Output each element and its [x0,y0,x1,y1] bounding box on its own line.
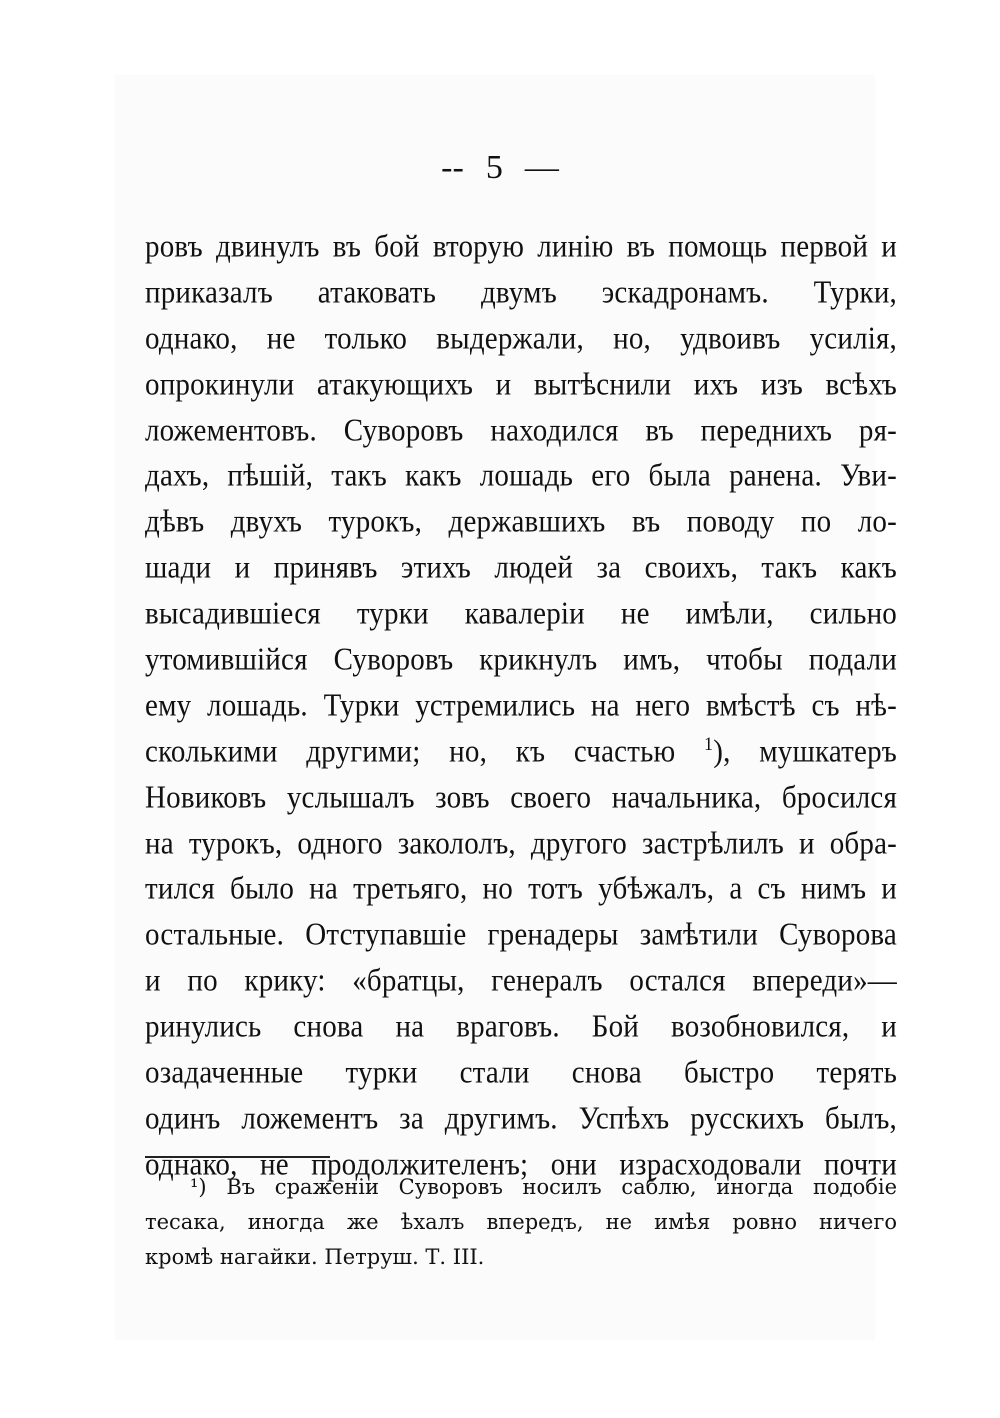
text-line: дѣвъ двухъ турокъ, державшихъ въ поводу по ло- [145,504,897,540]
page-number: 5 [485,149,503,186]
text-line: озадаченные турки стали снова быстро терять [145,1055,897,1091]
text-line-start: сколькими другими; но, къ счастью [145,734,676,770]
text-line-end: ), мушкатеръ [713,734,897,770]
text-line: дахъ, пѣшій, такъ какъ лошадь его была ранена. Уви- [145,459,897,494]
footnote-line-text: Въ сраженіи Суворовъ носилъ саблю, иногда подобіе [226,1175,897,1199]
footnote-marker: ¹) [190,1175,207,1199]
text-line: Новиковъ услышалъ зовъ своего начальника, бросился [145,780,897,815]
text-line: на турокъ, одного закололъ, другого застрѣлилъ и обра- [145,826,897,861]
text-line: одинъ ложементъ за другимъ. Успѣхъ русскихъ былъ, [145,1101,897,1137]
text-line: утомившійся Суворовъ крикнулъ имъ, чтобы подали [145,642,897,678]
footnote-line: кромѣ нагайки. Петруш. Т. III. [145,1245,485,1269]
text-line: и по крику: «братцы, генералъ остался впереди»— [145,963,897,999]
left-dash: -- [441,149,464,186]
text-line: тился было на третьяго, но тотъ убѣжалъ, а съ нимъ и [145,872,897,907]
right-dash: — [524,149,559,186]
text-line: ровъ двинулъ въ бой вторую линію въ помощь первой и [145,229,897,265]
text-line: опрокинули атакующихъ и вытѣснили ихъ изъ всѣхъ [145,367,897,402]
text-line: остальные. Отступавшіе гренадеры замѣтили Суворова [145,918,897,953]
text-line: шади и принявъ этихъ людей за своихъ, такъ какъ [145,550,897,586]
footnote-divider [145,1156,330,1158]
text-line: приказалъ атаковать двумъ эскадронамъ. Турки, [145,275,897,311]
footnote-reference[interactable]: 1 [704,732,714,755]
footnote-line [145,1170,897,1205]
text-line: высадившіеся турки кавалеріи не имѣли, сильно [145,596,897,632]
footnote-line: тесака, иногда же ѣхалъ впередъ, не имѣя ровно ничего [145,1210,897,1234]
text-line: однако, не продолжителенъ; они израсходовали почти [145,1147,897,1183]
body-text [145,225,897,1189]
text-line: ринулись снова на враговъ. Бой возобновился, и [145,1009,897,1045]
page-number-header [0,148,1000,188]
text-line: ложементовъ. Суворовъ находился въ переднихъ ря- [145,413,897,448]
text-line: однако, не только выдержали, но, удвоивъ усилія, [145,321,897,356]
text-line: ему лошадь. Турки устремились на него вмѣстѣ съ нѣ- [145,688,897,724]
text-line-with-footnote-ref [145,728,897,778]
footnote [145,1170,897,1275]
